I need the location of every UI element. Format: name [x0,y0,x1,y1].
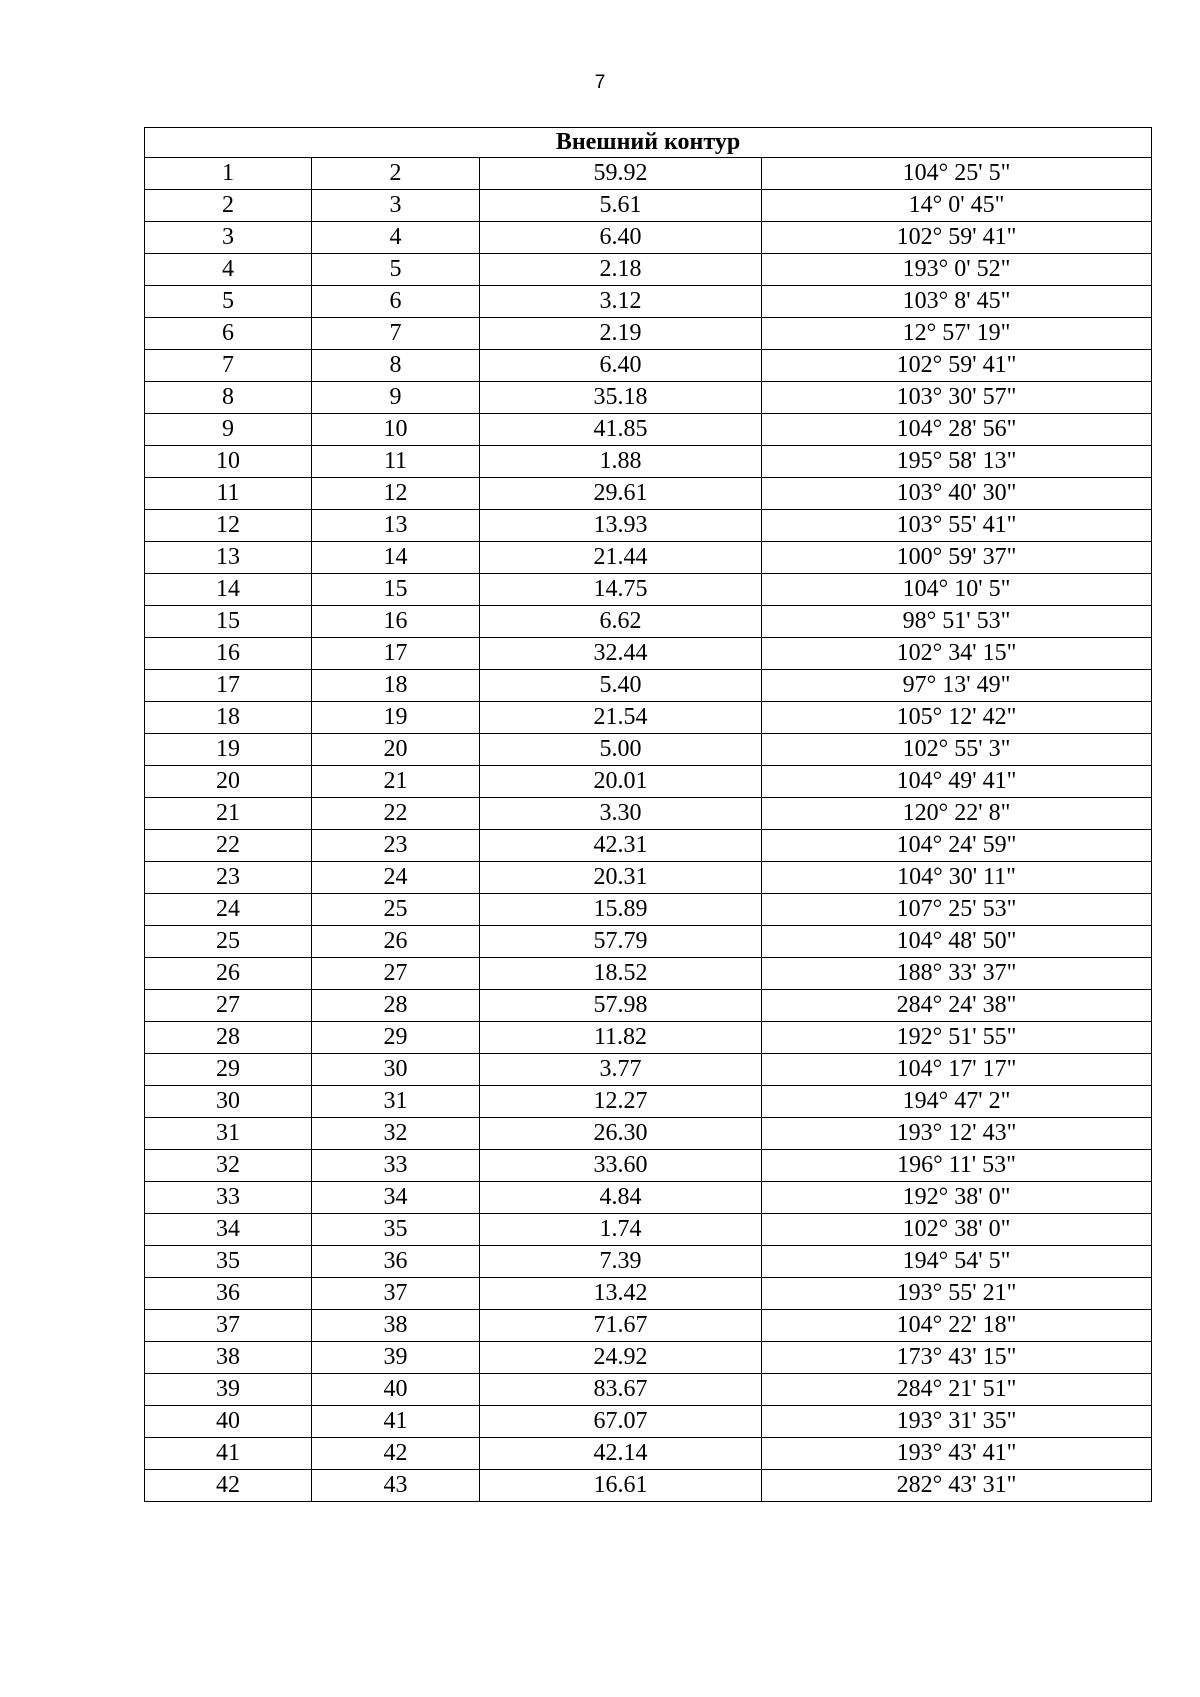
direction-angle-cell: 103° 30' 57" [762,382,1152,414]
direction-angle-cell: 193° 31' 35" [762,1406,1152,1438]
length-cell: 42.31 [480,830,762,862]
table-row [145,734,1152,766]
table-header-row [145,128,1152,158]
point-from-cell: 40 [145,1406,312,1438]
length-cell: 5.40 [480,670,762,702]
point-to-cell: 33 [312,1150,480,1182]
point-from-cell: 39 [145,1374,312,1406]
length-cell: 26.30 [480,1118,762,1150]
length-cell: 24.92 [480,1342,762,1374]
point-to-cell: 32 [312,1118,480,1150]
direction-angle-cell: 104° 49' 41" [762,766,1152,798]
direction-angle-cell: 194° 47' 2" [762,1086,1152,1118]
table-row [145,1054,1152,1086]
length-cell: 29.61 [480,478,762,510]
direction-angle-cell: 100° 59' 37" [762,542,1152,574]
length-cell: 83.67 [480,1374,762,1406]
direction-angle-cell: 104° 10' 5" [762,574,1152,606]
direction-angle-cell: 102° 38' 0" [762,1214,1152,1246]
direction-angle-cell: 104° 22' 18" [762,1310,1152,1342]
point-from-cell: 20 [145,766,312,798]
point-from-cell: 1 [145,158,312,190]
point-to-cell: 12 [312,478,480,510]
direction-angle-cell: 97° 13' 49" [762,670,1152,702]
direction-angle-cell: 192° 38' 0" [762,1182,1152,1214]
point-to-cell: 9 [312,382,480,414]
point-to-cell: 39 [312,1342,480,1374]
table-row [145,958,1152,990]
point-to-cell: 4 [312,222,480,254]
table-row [145,1182,1152,1214]
length-cell: 16.61 [480,1470,762,1502]
point-from-cell: 16 [145,638,312,670]
length-cell: 5.00 [480,734,762,766]
point-from-cell: 34 [145,1214,312,1246]
point-from-cell: 23 [145,862,312,894]
point-from-cell: 15 [145,606,312,638]
direction-angle-cell: 104° 28' 56" [762,414,1152,446]
direction-angle-cell: 104° 17' 17" [762,1054,1152,1086]
point-to-cell: 31 [312,1086,480,1118]
direction-angle-cell: 98° 51' 53" [762,606,1152,638]
point-to-cell: 36 [312,1246,480,1278]
length-cell: 1.88 [480,446,762,478]
point-from-cell: 35 [145,1246,312,1278]
point-from-cell: 31 [145,1118,312,1150]
table-row [145,1246,1152,1278]
point-from-cell: 4 [145,254,312,286]
length-cell: 4.84 [480,1182,762,1214]
point-to-cell: 28 [312,990,480,1022]
point-from-cell: 24 [145,894,312,926]
direction-angle-cell: 193° 43' 41" [762,1438,1152,1470]
point-to-cell: 11 [312,446,480,478]
point-to-cell: 38 [312,1310,480,1342]
length-cell: 59.92 [480,158,762,190]
point-to-cell: 30 [312,1054,480,1086]
point-from-cell: 12 [145,510,312,542]
point-to-cell: 34 [312,1182,480,1214]
direction-angle-cell: 14° 0' 45" [762,190,1152,222]
direction-angle-cell: 120° 22' 8" [762,798,1152,830]
table-row [145,1118,1152,1150]
point-from-cell: 8 [145,382,312,414]
table-row [145,382,1152,414]
table-row [145,670,1152,702]
table-row [145,798,1152,830]
table-row [145,926,1152,958]
point-from-cell: 38 [145,1342,312,1374]
point-to-cell: 35 [312,1214,480,1246]
table-row [145,766,1152,798]
survey-table [144,127,1152,1502]
table-row [145,158,1152,190]
point-from-cell: 13 [145,542,312,574]
length-cell: 15.89 [480,894,762,926]
direction-angle-cell: 193° 12' 43" [762,1118,1152,1150]
table-row [145,830,1152,862]
point-to-cell: 10 [312,414,480,446]
table-row [145,1406,1152,1438]
length-cell: 18.52 [480,958,762,990]
direction-angle-cell: 282° 43' 31" [762,1470,1152,1502]
direction-angle-cell: 103° 55' 41" [762,510,1152,542]
length-cell: 13.93 [480,510,762,542]
table-row [145,414,1152,446]
table-row [145,286,1152,318]
direction-angle-cell: 196° 11' 53" [762,1150,1152,1182]
length-cell: 3.77 [480,1054,762,1086]
direction-angle-cell: 105° 12' 42" [762,702,1152,734]
table-row [145,510,1152,542]
length-cell: 57.79 [480,926,762,958]
length-cell: 21.54 [480,702,762,734]
point-to-cell: 13 [312,510,480,542]
length-cell: 20.31 [480,862,762,894]
length-cell: 13.42 [480,1278,762,1310]
table-row [145,574,1152,606]
point-from-cell: 14 [145,574,312,606]
length-cell: 32.44 [480,638,762,670]
direction-angle-cell: 188° 33' 37" [762,958,1152,990]
length-cell: 14.75 [480,574,762,606]
point-to-cell: 24 [312,862,480,894]
table-row [145,1470,1152,1502]
point-from-cell: 11 [145,478,312,510]
table-row [145,1438,1152,1470]
direction-angle-cell: 193° 55' 21" [762,1278,1152,1310]
length-cell: 21.44 [480,542,762,574]
point-to-cell: 29 [312,1022,480,1054]
direction-angle-cell: 103° 8' 45" [762,286,1152,318]
table-header: Внешний контур [145,128,1152,158]
length-cell: 20.01 [480,766,762,798]
point-to-cell: 23 [312,830,480,862]
direction-angle-cell: 193° 0' 52" [762,254,1152,286]
point-to-cell: 15 [312,574,480,606]
point-from-cell: 5 [145,286,312,318]
direction-angle-cell: 284° 24' 38" [762,990,1152,1022]
point-to-cell: 19 [312,702,480,734]
length-cell: 57.98 [480,990,762,1022]
length-cell: 3.12 [480,286,762,318]
direction-angle-cell: 102° 34' 15" [762,638,1152,670]
direction-angle-cell: 102° 59' 41" [762,350,1152,382]
length-cell: 6.40 [480,350,762,382]
point-from-cell: 28 [145,1022,312,1054]
point-from-cell: 18 [145,702,312,734]
length-cell: 12.27 [480,1086,762,1118]
length-cell: 7.39 [480,1246,762,1278]
length-cell: 67.07 [480,1406,762,1438]
point-to-cell: 17 [312,638,480,670]
point-from-cell: 17 [145,670,312,702]
point-from-cell: 3 [145,222,312,254]
table-row [145,446,1152,478]
point-from-cell: 42 [145,1470,312,1502]
point-to-cell: 41 [312,1406,480,1438]
point-from-cell: 27 [145,990,312,1022]
point-from-cell: 19 [145,734,312,766]
table-row [145,254,1152,286]
length-cell: 35.18 [480,382,762,414]
table-row [145,1086,1152,1118]
point-to-cell: 25 [312,894,480,926]
survey-table-body [145,128,1152,1502]
point-to-cell: 3 [312,190,480,222]
point-to-cell: 7 [312,318,480,350]
point-from-cell: 37 [145,1310,312,1342]
point-to-cell: 8 [312,350,480,382]
table-row [145,990,1152,1022]
point-to-cell: 6 [312,286,480,318]
table-row [145,1342,1152,1374]
point-from-cell: 25 [145,926,312,958]
length-cell: 33.60 [480,1150,762,1182]
length-cell: 6.62 [480,606,762,638]
point-to-cell: 14 [312,542,480,574]
table-row [145,1278,1152,1310]
point-to-cell: 37 [312,1278,480,1310]
point-from-cell: 33 [145,1182,312,1214]
point-from-cell: 7 [145,350,312,382]
table-row [145,190,1152,222]
point-from-cell: 6 [145,318,312,350]
length-cell: 41.85 [480,414,762,446]
table-row [145,478,1152,510]
point-to-cell: 2 [312,158,480,190]
direction-angle-cell: 102° 55' 3" [762,734,1152,766]
table-row [145,1150,1152,1182]
direction-angle-cell: 104° 48' 50" [762,926,1152,958]
length-cell: 6.40 [480,222,762,254]
point-to-cell: 26 [312,926,480,958]
point-to-cell: 21 [312,766,480,798]
table-row [145,542,1152,574]
table-row [145,862,1152,894]
length-cell: 2.19 [480,318,762,350]
point-to-cell: 18 [312,670,480,702]
direction-angle-cell: 104° 24' 59" [762,830,1152,862]
table-row [145,350,1152,382]
point-from-cell: 21 [145,798,312,830]
point-from-cell: 10 [145,446,312,478]
direction-angle-cell: 104° 30' 11" [762,862,1152,894]
point-from-cell: 32 [145,1150,312,1182]
length-cell: 2.18 [480,254,762,286]
point-from-cell: 36 [145,1278,312,1310]
point-to-cell: 27 [312,958,480,990]
point-from-cell: 41 [145,1438,312,1470]
point-from-cell: 30 [145,1086,312,1118]
table-row [145,606,1152,638]
point-to-cell: 22 [312,798,480,830]
length-cell: 5.61 [480,190,762,222]
table-row [145,1022,1152,1054]
page-number: 7 [594,72,606,93]
direction-angle-cell: 12° 57' 19" [762,318,1152,350]
length-cell: 42.14 [480,1438,762,1470]
table-row [145,1374,1152,1406]
direction-angle-cell: 194° 54' 5" [762,1246,1152,1278]
table-row [145,702,1152,734]
direction-angle-cell: 103° 40' 30" [762,478,1152,510]
point-from-cell: 22 [145,830,312,862]
point-to-cell: 42 [312,1438,480,1470]
direction-angle-cell: 284° 21' 51" [762,1374,1152,1406]
point-from-cell: 9 [145,414,312,446]
direction-angle-cell: 195° 58' 13" [762,446,1152,478]
point-to-cell: 43 [312,1470,480,1502]
point-from-cell: 29 [145,1054,312,1086]
length-cell: 1.74 [480,1214,762,1246]
table-row [145,638,1152,670]
table-row [145,1310,1152,1342]
direction-angle-cell: 107° 25' 53" [762,894,1152,926]
point-to-cell: 5 [312,254,480,286]
point-from-cell: 26 [145,958,312,990]
point-from-cell: 2 [145,190,312,222]
point-to-cell: 20 [312,734,480,766]
point-to-cell: 40 [312,1374,480,1406]
length-cell: 11.82 [480,1022,762,1054]
direction-angle-cell: 104° 25' 5" [762,158,1152,190]
table-row [145,318,1152,350]
table-row [145,1214,1152,1246]
length-cell: 3.30 [480,798,762,830]
direction-angle-cell: 192° 51' 55" [762,1022,1152,1054]
direction-angle-cell: 102° 59' 41" [762,222,1152,254]
direction-angle-cell: 173° 43' 15" [762,1342,1152,1374]
point-to-cell: 16 [312,606,480,638]
table-row [145,894,1152,926]
table-row [145,222,1152,254]
length-cell: 71.67 [480,1310,762,1342]
